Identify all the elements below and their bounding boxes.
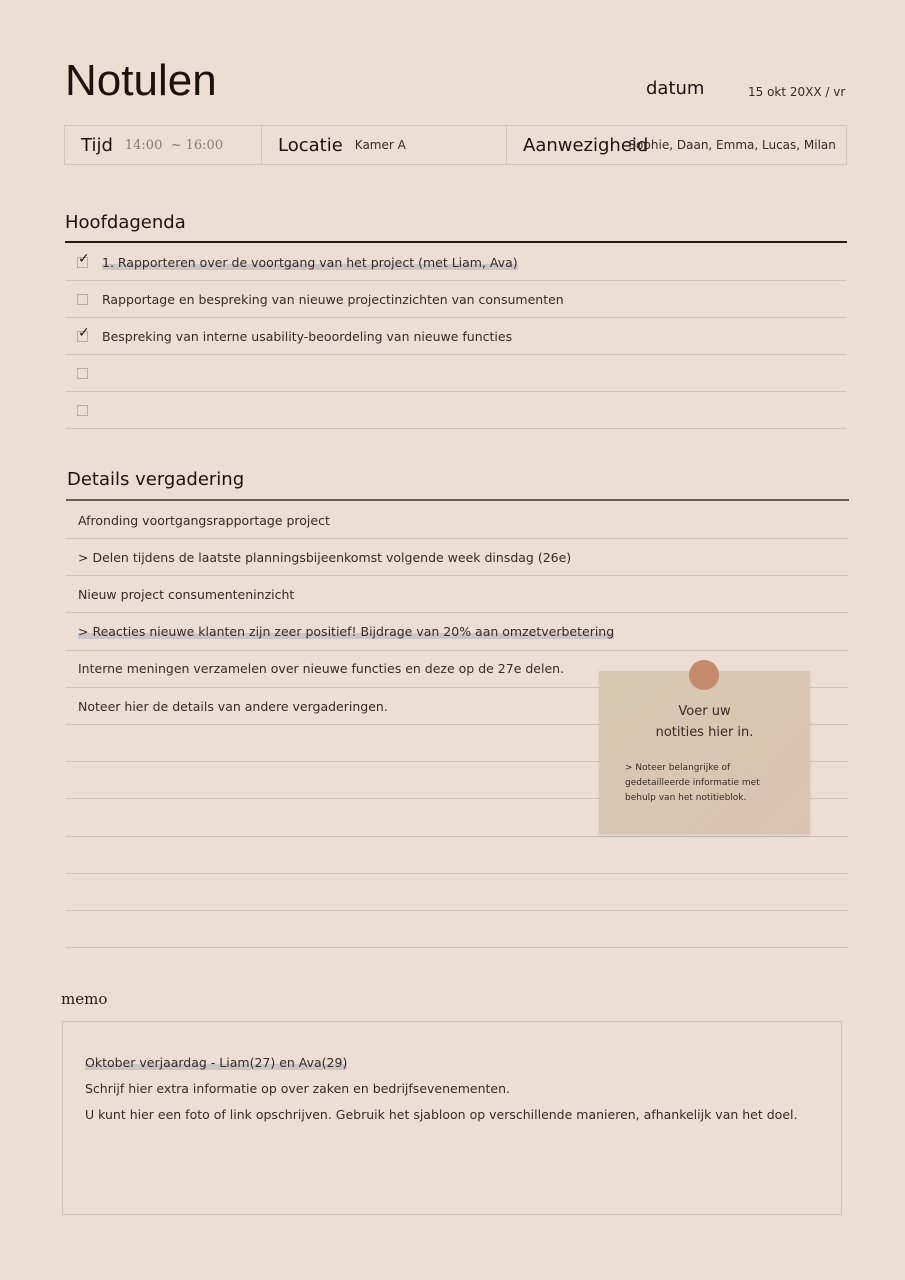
detail-line-text: Interne meningen verzamelen over nieuwe functies en deze op de 27e delen.: [78, 661, 565, 677]
agenda-item: [66, 244, 846, 281]
details-heading: Details vergadering: [67, 469, 245, 490]
location-label: Locatie: [278, 134, 343, 156]
checkbox[interactable]: [77, 257, 88, 268]
memo-line: Schrijf hier extra informatie op over zaken en bedrijfsevenementen.: [85, 1081, 510, 1096]
agenda-divider: [65, 241, 847, 243]
memo-line: U kunt hier een foto of link opschrijven. Gebruik het sjabloon op verschillende manieren, afhankelijk van het doel.: [85, 1107, 798, 1122]
detail-line[interactable]: [66, 502, 848, 539]
detail-line-text: Afronding voortgangsrapportage project: [78, 512, 330, 528]
memo-box[interactable]: [62, 1021, 842, 1215]
detail-line[interactable]: [66, 911, 848, 948]
detail-line-text: Nieuw project consumenteninzicht: [78, 586, 295, 602]
agenda-heading: Hoofdagenda: [65, 212, 186, 233]
meeting-info-bar: [64, 125, 847, 165]
detail-line[interactable]: [66, 539, 848, 576]
agenda-item-text: 1. Rapporteren over de voortgang van het project (met Liam, Ava): [102, 254, 518, 270]
agenda-item: [66, 392, 846, 429]
detail-line-text: > Delen tijdens de laatste planningsbijeenkomst volgende week dinsdag (26e): [78, 549, 572, 565]
time-label: Tijd: [81, 134, 113, 156]
time-value: 14:00 ~ 16:00: [124, 137, 224, 153]
attendance-field[interactable]: [507, 126, 846, 164]
note-title-line1: Voer uw: [678, 704, 731, 719]
agenda-item: [66, 281, 846, 318]
agenda-item-text: Rapportage en bespreking van nieuwe projectinzichten van consumenten: [102, 291, 564, 307]
detail-line[interactable]: [66, 614, 848, 651]
time-field[interactable]: [65, 126, 262, 164]
location-value: Kamer A: [354, 138, 406, 152]
checkbox[interactable]: [77, 405, 88, 416]
checkbox[interactable]: [77, 294, 88, 305]
date-value[interactable]: 15 okt 20XX / vr: [748, 85, 846, 99]
checkbox[interactable]: [77, 331, 88, 342]
attendance-label: Aanwezigheid: [523, 134, 649, 156]
detail-line-text: > Reacties nieuwe klanten zijn zeer positief! Bijdrage van 20% aan omzetverbetering: [78, 624, 615, 640]
detail-line[interactable]: [66, 576, 848, 613]
page-title: Notulen: [65, 56, 217, 105]
note-body: > Noteer belangrijke of gedetailleerde informatie met behulp van het notitieblok.: [625, 763, 760, 803]
detail-line[interactable]: [66, 874, 848, 911]
checkbox[interactable]: [77, 368, 88, 379]
detail-line-text: Noteer hier de details van andere vergaderingen.: [78, 698, 388, 714]
details-divider: [66, 499, 849, 501]
pin-icon: [689, 660, 719, 690]
memo-label: memo: [61, 990, 108, 1008]
note-title-line2: notities hier in.: [655, 725, 754, 740]
detail-line[interactable]: [66, 837, 848, 874]
sticky-note[interactable]: [599, 671, 810, 834]
memo-line: Oktober verjaardag - Liam(27) en Ava(29): [85, 1055, 348, 1070]
agenda-item: [66, 318, 846, 355]
agenda-item: [66, 355, 846, 392]
location-field[interactable]: [262, 126, 507, 164]
date-label: datum: [646, 78, 705, 99]
attendance-value: Sophie, Daan, Emma, Lucas, Milan: [628, 138, 836, 152]
agenda-item-text: Bespreking van interne usability-beoordeling van nieuwe functies: [102, 328, 513, 344]
